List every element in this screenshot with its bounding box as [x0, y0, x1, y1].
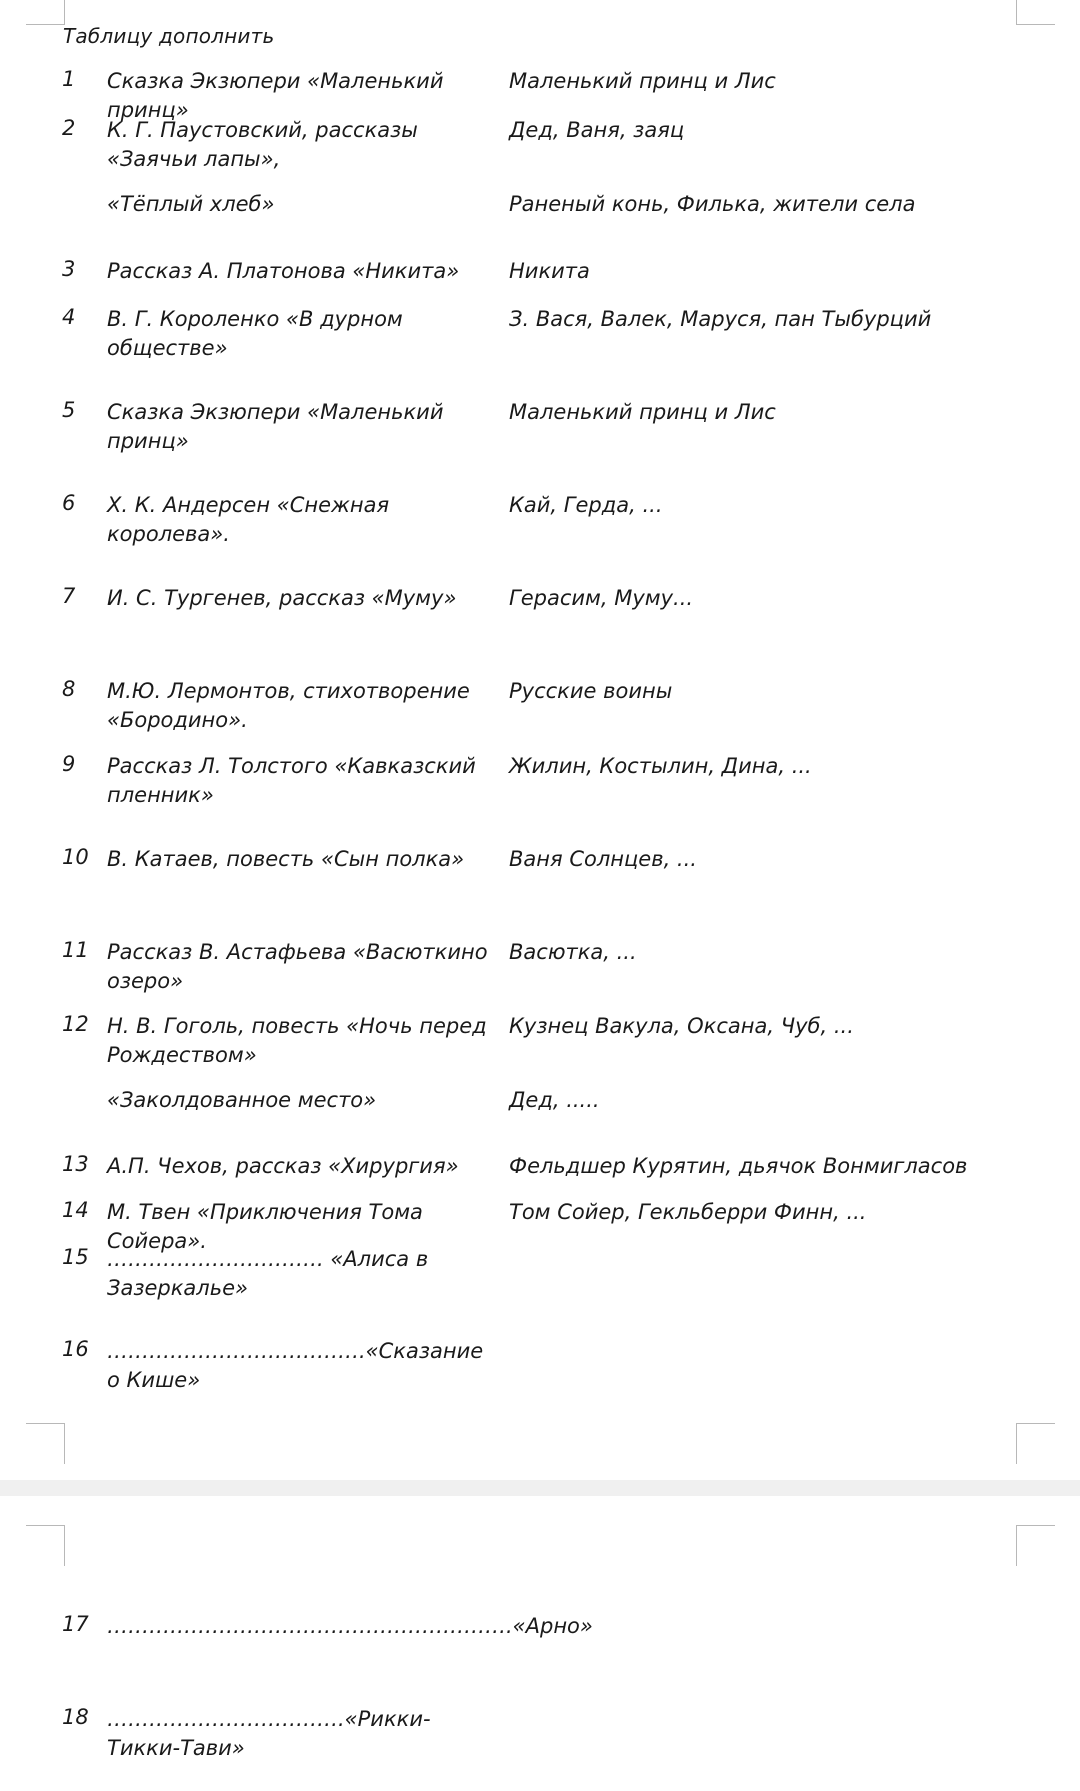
- row-number: 5: [62, 398, 76, 422]
- work-title-extra: «Заколдованное место»: [107, 1088, 377, 1112]
- row-number: 7: [62, 584, 76, 608]
- characters-text-extra: Раненый конь, Филька, жители села: [509, 192, 916, 216]
- page-corner-mark: [1016, 1525, 1055, 1566]
- work-title: Х. К. Андерсен «Снежная королева».: [107, 493, 390, 546]
- characters-cell: [509, 938, 1029, 967]
- work-cell: [107, 677, 502, 735]
- characters-text: Дед, Ваня, заяц: [509, 118, 685, 142]
- row-number: 15: [62, 1245, 89, 1269]
- work-title: Рассказ А. Платонова «Никита»: [107, 259, 460, 283]
- page-corner-mark: [26, 0, 65, 25]
- work-cell: [107, 1152, 502, 1181]
- work-title: М.Ю. Лермонтов, стихотворение «Бородино».: [107, 679, 470, 732]
- characters-cell: [509, 752, 1029, 781]
- work-cell: [107, 257, 502, 286]
- work-cell: [107, 752, 502, 810]
- characters-text: Фельдшер Курятин, дьячок Вонмигласов: [509, 1154, 968, 1178]
- work-cell: [107, 584, 502, 613]
- row-number: 14: [62, 1198, 89, 1222]
- work-cell: [107, 491, 502, 549]
- page-corner-mark: [1016, 0, 1055, 25]
- work-cell: [107, 1705, 502, 1763]
- characters-cell: [509, 305, 1029, 334]
- work-cell: [107, 938, 502, 996]
- characters-text: Герасим, Муму...: [509, 586, 694, 610]
- row-number: 6: [62, 491, 76, 515]
- work-cell: [107, 1012, 502, 1115]
- work-title: ………………………………………………….«Арно»: [107, 1614, 593, 1638]
- row-number: 1: [62, 67, 76, 91]
- work-title: Н. В. Гоголь, повесть «Ночь перед Рождеством»: [107, 1014, 487, 1067]
- work-title: ……………………………….«Сказание о Кише»: [107, 1339, 484, 1392]
- work-cell: [107, 1612, 593, 1641]
- characters-cell: [509, 1198, 1029, 1227]
- work-cell: [107, 116, 502, 219]
- row-number: 3: [62, 257, 76, 281]
- characters-text: Васютка, ...: [509, 940, 637, 964]
- characters-cell: [509, 1012, 1029, 1115]
- row-number: 18: [62, 1705, 89, 1729]
- work-title: К. Г. Паустовский, рассказы «Заячьи лапы»,: [107, 118, 418, 171]
- characters-cell: [509, 845, 1029, 874]
- characters-text: Том Сойер, Гекльберри Финн, ...: [509, 1200, 867, 1224]
- work-title: …………………………….«Рикки-Тикки-Тави»: [107, 1707, 431, 1760]
- work-title-extra: «Тёплый хлеб»: [107, 192, 275, 216]
- row-number: 9: [62, 752, 76, 776]
- characters-cell: [509, 257, 1029, 286]
- work-title: Сказка Экзюпери «Маленький принц»: [107, 69, 444, 122]
- characters-text: Русские воины: [509, 679, 673, 703]
- page-corner-mark: [26, 1423, 65, 1464]
- page-title: Таблицу дополнить: [63, 24, 275, 48]
- row-number: 8: [62, 677, 76, 701]
- work-title: А.П. Чехов, рассказ «Хирургия»: [107, 1154, 459, 1178]
- row-number: 10: [62, 845, 89, 869]
- page-corner-mark: [26, 1525, 65, 1566]
- work-title: Рассказ В. Астафьева «Васюткино озеро»: [107, 940, 488, 993]
- characters-text: З. Вася, Валек, Маруся, пан Тыбурций: [509, 307, 932, 331]
- row-number: 4: [62, 305, 76, 329]
- characters-cell: [509, 398, 1029, 427]
- work-cell: [107, 305, 502, 363]
- row-number: 16: [62, 1337, 89, 1361]
- page-corner-mark: [1016, 1423, 1055, 1464]
- work-cell: [107, 398, 502, 456]
- characters-cell: [509, 1152, 1029, 1181]
- characters-cell: [509, 584, 1029, 613]
- characters-text: Маленький принц и Лис: [509, 400, 776, 424]
- characters-cell: [509, 491, 1029, 520]
- work-title: И. С. Тургенев, рассказ «Муму»: [107, 586, 457, 610]
- work-title: Сказка Экзюпери «Маленький принц»: [107, 400, 444, 453]
- characters-cell: [509, 67, 1029, 96]
- characters-text: Маленький принц и Лис: [509, 69, 776, 93]
- page-separator: [0, 1480, 1080, 1496]
- row-number: 17: [62, 1612, 89, 1636]
- characters-cell: [509, 116, 1029, 219]
- row-number: 2: [62, 116, 76, 140]
- row-number: 12: [62, 1012, 89, 1036]
- work-cell: [107, 1245, 502, 1303]
- work-cell: [107, 845, 502, 874]
- row-number: 13: [62, 1152, 89, 1176]
- work-title: В. Катаев, повесть «Сын полка»: [107, 847, 465, 871]
- characters-text: Жилин, Костылин, Дина, ...: [509, 754, 812, 778]
- work-cell: [107, 1337, 502, 1395]
- work-title: В. Г. Короленко «В дурном обществе»: [107, 307, 403, 360]
- characters-text: Никита: [509, 259, 590, 283]
- work-title: М. Твен «Приключения Тома Сойера».: [107, 1200, 423, 1253]
- characters-text: Кузнец Вакула, Оксана, Чуб, ...: [509, 1014, 854, 1038]
- work-title: Рассказ Л. Толстого «Кавказский пленник»: [107, 754, 476, 807]
- characters-text: Кай, Герда, ...: [509, 493, 663, 517]
- row-number: 11: [62, 938, 89, 962]
- characters-text-extra: Дед, .....: [509, 1088, 600, 1112]
- characters-text: Ваня Солнцев, ...: [509, 847, 697, 871]
- work-title: …………………………. «Алиса в Зазеркалье»: [107, 1247, 429, 1300]
- characters-cell: [509, 677, 1029, 706]
